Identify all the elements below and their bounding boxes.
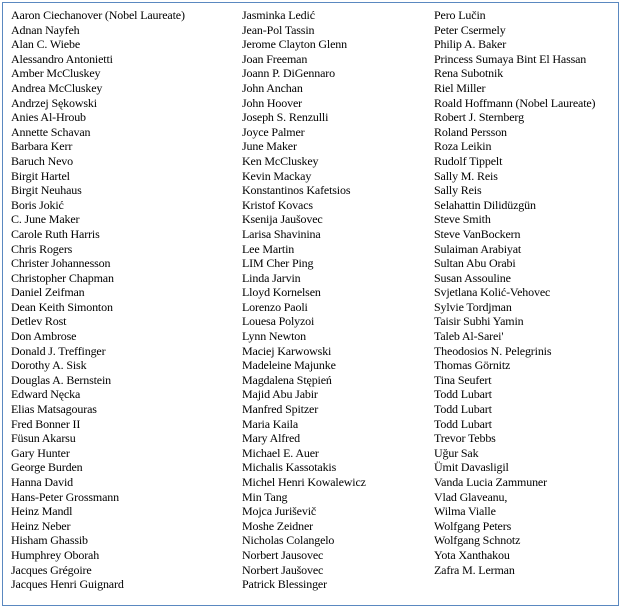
names-table [2, 2, 619, 606]
name-entry: C. June Maker [11, 212, 80, 227]
name-entry: Hans-Peter Grossmann [11, 489, 119, 504]
name-entry: Rena Subotnik [434, 66, 504, 81]
name-entry: Lloyd Kornelsen [242, 285, 321, 300]
names-column-2 [242, 8, 366, 592]
name-entry: Baruch Nevo [11, 153, 73, 168]
name-entry: Andrzej Sękowski [11, 95, 97, 110]
name-entry: Linda Jarvin [242, 270, 301, 285]
name-entry: Magdalena Stępień [242, 372, 332, 387]
name-entry: Trevor Tebbs [434, 431, 496, 446]
name-entry: Norbert Jausovec [242, 547, 324, 562]
name-entry: Joann P. DiGennaro [242, 66, 335, 81]
name-entry: Annette Schavan [11, 124, 91, 139]
name-entry: Christopher Chapman [11, 270, 114, 285]
name-entry: Rudolf Tippelt [434, 153, 503, 168]
name-entry: Louesa Polyzoi [242, 314, 315, 329]
name-entry: Uğur Sak [434, 445, 479, 460]
name-entry: Riel Miller [434, 80, 486, 95]
name-entry: Vanda Lucia Zammuner [434, 475, 547, 489]
name-entry: Mary Alfred [242, 431, 300, 446]
name-entry: Majid Abu Jabir [242, 387, 318, 402]
name-entry: Christer Johannesson [11, 256, 111, 271]
name-entry: Ken McCluskey [242, 153, 319, 168]
name-entry: Dorothy A. Sisk [11, 358, 87, 373]
name-entry: George Burden [11, 460, 83, 475]
name-entry: Konstantinos Kafetsios [242, 183, 351, 198]
name-entry: Füsun Akarsu [11, 431, 76, 446]
name-entry: Patrick Blessinger [242, 577, 327, 592]
name-entry: John Hoover [242, 95, 303, 110]
name-entry: Todd Lubart [434, 387, 492, 402]
name-entry: Norbert Jaušovec [242, 562, 324, 577]
name-entry: Michael E. Auer [242, 445, 319, 460]
name-entry: Ümit Davasligil [434, 460, 509, 475]
name-entry: Robert J. Sternberg [434, 110, 524, 125]
name-entry: Sally M. Reis [434, 168, 498, 183]
name-entry: Michel Henri Kowalewicz [242, 475, 366, 489]
name-entry: Elias Matsagouras [11, 402, 97, 417]
name-entry: Larisa Shavinina [242, 226, 321, 241]
name-entry: Manfred Spitzer [242, 402, 319, 417]
name-entry: Steve VanBockern [434, 226, 521, 241]
name-entry: Detlev Rost [11, 314, 67, 329]
name-entry: Fred Bonner II [11, 416, 81, 431]
name-entry: Amber McCluskey [11, 66, 101, 81]
name-entry: Donald J. Treffinger [11, 343, 106, 358]
name-entry: Birgit Neuhaus [11, 183, 82, 198]
name-entry: John Anchan [242, 80, 303, 95]
name-entry: Roza Leikin [434, 139, 492, 154]
name-entry: Yota Xanthakou [434, 547, 510, 562]
name-entry: Moshe Zeidner [242, 518, 314, 533]
name-entry: Tina Seufert [434, 372, 492, 387]
name-entry: Joseph S. Renzulli [242, 110, 329, 125]
name-entry: LIM Cher Ping [242, 256, 314, 271]
name-entry: Boris Jokić [11, 197, 64, 212]
name-entry: Andrea McCluskey [11, 80, 103, 95]
name-entry: Nicholas Colangelo [242, 533, 335, 548]
name-entry: Heinz Neber [11, 518, 71, 533]
name-entry: Svjetlana Kolić-Vehovec [434, 285, 551, 300]
names-column-3 [434, 8, 595, 577]
name-entry: Wolfgang Schnotz [434, 533, 521, 548]
name-entry: Birgit Hartel [11, 168, 70, 183]
name-entry: Todd Lubart [434, 402, 492, 417]
name-entry: Joyce Palmer [242, 124, 305, 139]
name-entry: Jasminka Ledić [242, 8, 315, 22]
name-entry: Peter Csermely [434, 22, 506, 37]
name-entry: Lee Martin [242, 241, 295, 256]
name-entry: Sulaiman Arabiyat [434, 241, 522, 256]
name-entry: Sally Reis [434, 183, 482, 198]
name-entry: Douglas A. Bernstein [11, 372, 111, 387]
name-entry: Pero Lučin [434, 8, 486, 22]
name-entry: Mojca Juriševič [242, 504, 317, 519]
name-entry: Steve Smith [434, 212, 491, 227]
name-entry: Kristof Kovacs [242, 197, 313, 212]
name-entry: Selahattin Dilidüzgün [434, 197, 536, 212]
names-column-1 [11, 8, 185, 592]
name-entry: Carole Ruth Harris [11, 226, 100, 241]
name-entry: Jerome Clayton Glenn [242, 37, 347, 52]
name-entry: Barbara Kerr [11, 139, 73, 154]
name-entry: Gary Hunter [11, 445, 70, 460]
name-entry: Princess Sumaya Bint El Hassan [434, 51, 587, 66]
name-entry: Roald Hoffmann (Nobel Laureate) [434, 95, 596, 110]
name-entry: Theodosios N. Pelegrinis [434, 343, 552, 358]
name-entry: Daniel Zeifman [11, 285, 85, 300]
name-entry: Taisir Subhi Yamin [434, 314, 524, 329]
name-entry: Thomas Görnitz [434, 358, 511, 373]
name-entry: Michalis Kassotakis [242, 460, 337, 475]
name-entry: Sultan Abu Orabi [434, 256, 516, 271]
name-entry: Joan Freeman [242, 51, 308, 66]
name-entry: Edward Nęcka [11, 387, 81, 402]
name-entry: Humphrey Oborah [11, 547, 100, 562]
name-entry: Kevin Mackay [242, 168, 312, 183]
name-entry: Wolfgang Peters [434, 518, 512, 533]
name-entry: Min Tang [242, 489, 288, 504]
name-entry: Philip A. Baker [434, 37, 507, 52]
name-entry: Susan Assouline [434, 270, 511, 285]
name-entry: Wilma Vialle [434, 504, 496, 519]
name-entry: Chris Rogers [11, 241, 73, 256]
name-entry: Jean-Pol Tassin [242, 22, 315, 37]
name-entry: Madeleine Majunke [242, 358, 336, 373]
name-entry: Sylvie Tordjman [434, 299, 512, 314]
name-entry: Anies Al-Hroub [11, 110, 86, 125]
name-entry: Aaron Ciechanover (Nobel Laureate) [11, 8, 185, 22]
name-entry: Hisham Ghassib [11, 533, 88, 548]
name-entry: Ksenija Jaušovec [242, 212, 323, 227]
name-entry: Alessandro Antonietti [11, 51, 113, 66]
name-entry: Jacques Grégoire [11, 562, 92, 577]
name-entry: Heinz Mandl [11, 504, 73, 519]
name-entry: Roland Persson [434, 124, 507, 139]
name-entry: Lynn Newton [242, 329, 307, 344]
name-entry: Maria Kaila [242, 416, 298, 431]
name-entry: Hanna David [11, 475, 73, 489]
name-entry: Adnan Nayfeh [11, 22, 80, 37]
name-entry: Don Ambrose [11, 329, 77, 344]
name-entry: Zafra M. Lerman [434, 562, 515, 577]
name-entry: June Maker [242, 139, 297, 154]
name-entry: Alan C. Wiebe [11, 37, 80, 52]
name-entry: Jacques Henri Guignard [11, 577, 124, 592]
name-entry: Taleb Al-Sarei' [434, 329, 504, 344]
name-entry: Vlad Glaveanu, [434, 489, 508, 504]
name-entry: Lorenzo Paoli [242, 299, 308, 314]
name-entry: Todd Lubart [434, 416, 492, 431]
name-entry: Dean Keith Simonton [11, 299, 113, 314]
name-entry: Maciej Karwowski [242, 343, 332, 358]
